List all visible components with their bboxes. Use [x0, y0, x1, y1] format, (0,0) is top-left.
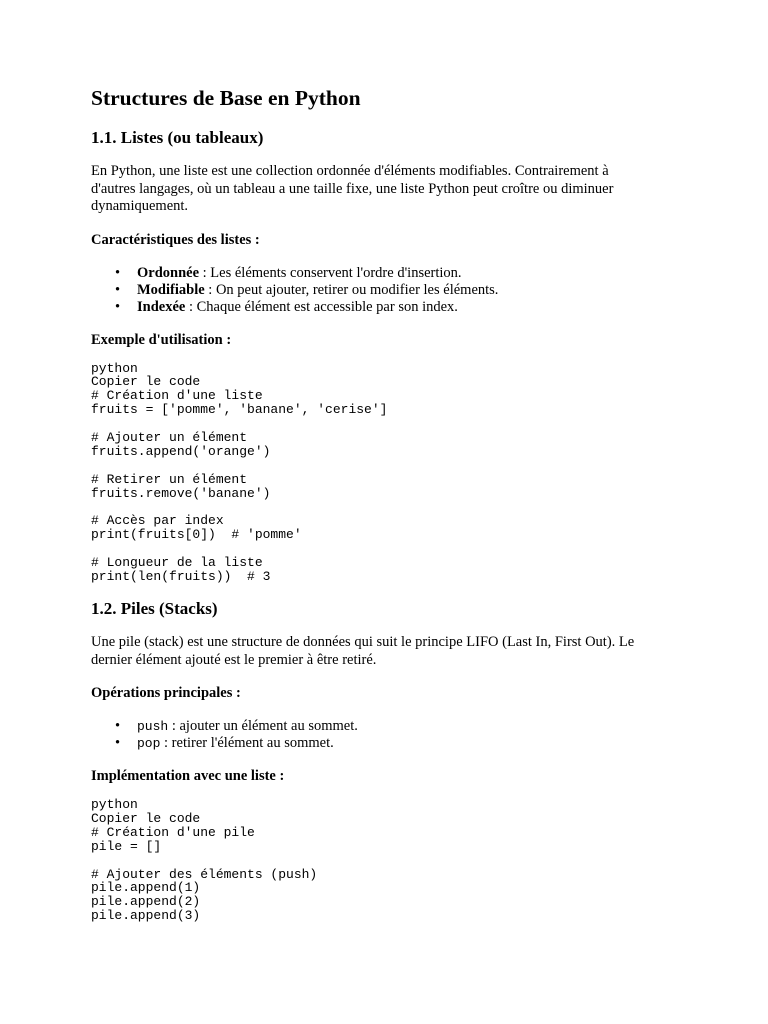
bullet-icon: •	[115, 718, 121, 734]
features-label: Caractéristiques des listes :	[91, 231, 260, 248]
list-item	[115, 735, 691, 752]
bullet-icon: •	[115, 281, 121, 298]
example-label: Exemple d'utilisation :	[91, 331, 232, 348]
bullet-icon: •	[115, 298, 121, 315]
paragraph-line: dynamiquement.	[91, 198, 189, 214]
bullet-icon: •	[115, 735, 121, 751]
code-block-listes: python Copier le code # Création d'une liste fruits = ['pomme', 'banane', 'cerise'] # Ajouter un élément fruits.append('orange') # Retirer un élément fruits.remove('banane') # Accès par index print(fruits[0]) # 'pomme' # Longueur de la liste print(len(fruits)) # 3	[91, 360, 388, 585]
document-page	[91, 82, 691, 923]
code-block-piles: python Copier le code # Création d'une pile pile = [] # Ajouter des éléments (push) pile.append(1) pile.append(2) pile.append(3)	[91, 797, 318, 924]
list-item-desc: : Les éléments conservent l'ordre d'insertion.	[199, 264, 462, 281]
section-heading-listes: 1.1. Listes (ou tableaux)	[91, 128, 264, 147]
paragraph-line: d'autres langages, où un tableau a une taille fixe, une liste Python peut croître ou diminuer	[91, 180, 614, 197]
section-intro-piles	[91, 634, 691, 669]
list-item-term: push	[137, 719, 169, 734]
impl-label: Implémentation avec une liste :	[91, 768, 285, 784]
list-item-desc: : retirer l'élément au sommet.	[160, 735, 334, 751]
bullet-icon: •	[115, 264, 121, 281]
list-item-desc: : On peut ajouter, retirer ou modifier les éléments.	[204, 281, 499, 298]
list-item	[115, 264, 691, 282]
list-item	[115, 298, 691, 316]
paragraph-line: Une pile (stack) est une structure de données qui suit le principe LIFO (Last In, First Out). Le	[91, 634, 635, 650]
paragraph-line: dernier élément ajouté est le premier à être retiré.	[91, 651, 377, 668]
list-item-term: Modifiable	[137, 281, 205, 298]
features-list	[91, 265, 691, 316]
section-heading-piles: 1.2. Piles (Stacks)	[91, 599, 218, 618]
ops-label: Opérations principales :	[91, 685, 241, 701]
ops-list	[91, 718, 691, 752]
list-item-term: pop	[137, 736, 161, 751]
list-item	[115, 718, 691, 735]
list-item-term: Indexée	[137, 298, 186, 315]
section-intro-listes	[91, 163, 691, 216]
page-title: Structures de Base en Python	[91, 86, 361, 110]
list-item-term: Ordonnée	[137, 264, 200, 281]
list-item-desc: : ajouter un élément au sommet.	[168, 718, 358, 734]
paragraph-line: En Python, une liste est une collection ordonnée d'éléments modifiables. Contrairement à	[91, 163, 609, 179]
list-item	[115, 281, 691, 299]
list-item-desc: : Chaque élément est accessible par son index.	[185, 298, 458, 315]
